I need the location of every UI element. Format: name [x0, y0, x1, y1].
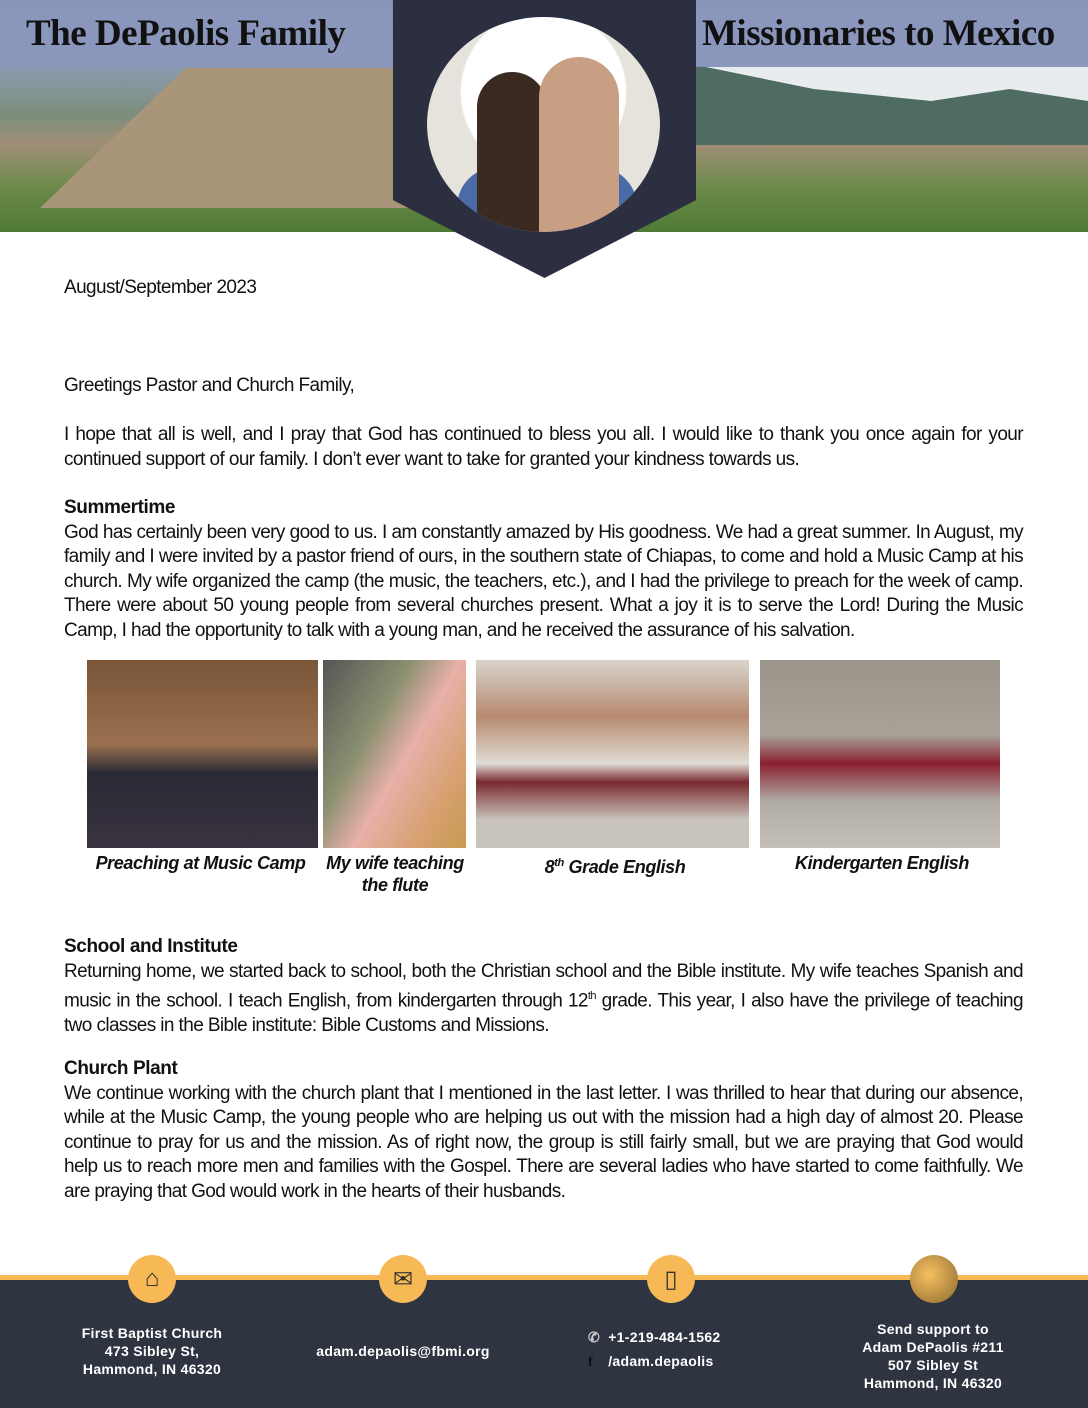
section-summertime [64, 496, 1023, 643]
contact-info [588, 1328, 758, 1372]
section-church-plant [64, 1057, 1023, 1204]
caption-8th-grade: 8th Grade English [544, 857, 686, 877]
family-portrait [427, 17, 660, 232]
letter-date: August/September 2023 [64, 277, 257, 298]
globe-icon [910, 1255, 958, 1303]
family-title: The DePaolis Family [0, 0, 392, 67]
greeting: Greetings Pastor and Church Family, [64, 375, 355, 396]
facebook-icon: f [588, 1355, 593, 1370]
phone-number[interactable]: +1-219-484-1562 [608, 1329, 721, 1345]
section-heading: Summertime [64, 497, 176, 518]
mission-title: Missionaries to Mexico [696, 0, 1088, 67]
caption-kindergarten: Kindergarten English [794, 853, 970, 873]
whatsapp-icon: ✆ [588, 1329, 601, 1345]
church-icon: ⌂ [128, 1255, 176, 1303]
facebook-link[interactable]: /adam.depaolis [608, 1353, 714, 1369]
section-body: Returning home, we started back to school, both the Christian school and the Bible institute. My wife teaches Spanish and music in the school. I teach English, from kindergarten through 12th grade. This year, I also have the privilege of teaching two classes in the Bible institute: Bible Customs and Missions. [64, 960, 1023, 1036]
section-school [64, 935, 1023, 1038]
section-heading: School and Institute [64, 936, 238, 957]
mail-icon: ✉ [379, 1255, 427, 1303]
photo-music-camp [87, 660, 318, 848]
section-heading: Church Plant [64, 1058, 178, 1079]
intro-paragraph: I hope that all is well, and I pray that God has continued to bless you all. I would like to thank you once again for your continued support of our family. I don’t ever want to take for granted your kindness towards us. [64, 424, 1023, 470]
support-address: Send support to Adam DePaolis #211 507 Sibley St Hammond, IN 46320 [862, 1321, 1004, 1391]
church-address: First Baptist Church 473 Sibley St, Hammond, IN 46320 [81, 1325, 223, 1377]
caption-flute: My wife teaching the flute [326, 853, 464, 895]
caption-music-camp: Preaching at Music Camp [95, 853, 306, 873]
email-link[interactable]: adam.depaolis@fbmi.org [316, 1343, 490, 1359]
section-body: We continue working with the church plant that I mentioned in the last letter. I was thrilled to hear that during our absence, while at the Music Camp, the young people who are helping us out with the mission had a high day of almost 20. Please continue to pray for us and the mission. As of right now, the group is still fairly small, but we are praying that God would help us to reach more men and families with the Gospel. There are several ladies who have started to come faithfully. We are praying that God would work in the hearts of their husbands. [64, 1082, 1023, 1202]
photo-kindergarten [760, 660, 1000, 848]
photo-8th-grade [476, 660, 749, 848]
photo-flute [323, 660, 466, 848]
phone-icon: ▯ [647, 1255, 695, 1303]
section-body: God has certainly been very good to us. I am constantly amazed by His goodness. We had a great summer. In August, my family and I were invited by a pastor friend of ours, in the southern state of Chiapas, to come and hold a Music Camp at his church. My wife organized the camp (the music, the teachers, etc.), and I had the privilege to preach for the week of camp. There were about 50 young people from several churches present. What a joy it is to serve the Lord! During the Music Camp, I had the opportunity to talk with a young man, and he received the assurance of his salvation. [64, 521, 1023, 641]
